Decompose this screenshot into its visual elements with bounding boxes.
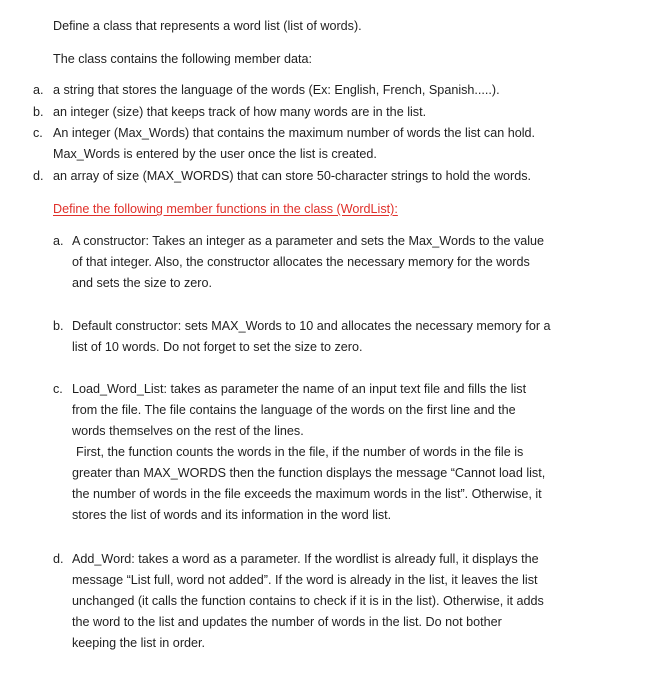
document-title: Define a class that represents a word list (list of words). [53,19,362,33]
function-line: unchanged (it calls the function contains to check if it is in the list). Otherwise, it adds [72,594,544,608]
function-line: Load_Word_List: takes as parameter the name of an input text file and fills the list [72,382,527,396]
function-line: the number of words in the file exceeds the maximum words in the list”. Otherwise, it [72,487,542,501]
member-data-intro: The class contains the following member data: [53,52,313,66]
function-line: Default constructor: sets MAX_Words to 10 and allocates the necessary memory for a [72,319,551,333]
function-line: stores the list of words and its information in the word list. [72,508,392,522]
list-marker: b. [53,319,64,333]
function-line: from the file. The file contains the language of the words on the first line and the [72,403,516,417]
list-item: a string that stores the language of the words (Ex: English, French, Spanish.....). [53,83,500,97]
function-line: A constructor: Takes an integer as a parameter and sets the Max_Words to the value [72,234,545,248]
function-line: list of 10 words. Do not forget to set the size to zero. [72,340,363,354]
list-marker: b. [33,105,44,119]
list-marker: c. [53,382,63,396]
function-line: keeping the list in order. [72,636,206,650]
function-line: and sets the size to zero. [72,276,213,290]
function-line: words themselves on the rest of the lines. [72,424,304,438]
function-line: message “List full, word not added”. If the word is already in the list, it leaves the list [72,573,538,587]
list-marker: c. [33,126,43,140]
list-item: an integer (size) that keeps track of how many words are in the list. [53,105,427,119]
function-line: First, the function counts the words in the file, if the number of words in the file is [76,445,524,459]
list-item: an array of size (MAX_WORDS) that can store 50-character strings to hold the words. [53,169,532,183]
function-line: of that integer. Also, the constructor allocates the necessary memory for the words [72,255,530,269]
function-line: greater than MAX_WORDS then the function displays the message “Cannot load list, [72,466,546,480]
list-item: An integer (Max_Words) that contains the maximum number of words the list can hold. [53,126,536,140]
list-marker: d. [33,169,44,183]
functions-heading: Define the following member functions in the class (WordList): [53,202,398,216]
list-item-continued: Max_Words is entered by the user once the list is created. [53,147,377,161]
function-line: Add_Word: takes a word as a parameter. If the wordlist is already full, it displays the [72,552,539,566]
list-marker: a. [53,234,64,248]
function-line: the word to the list and updates the number of words in the list. Do not bother [72,615,502,629]
list-marker: a. [33,83,44,97]
list-marker: d. [53,552,64,566]
